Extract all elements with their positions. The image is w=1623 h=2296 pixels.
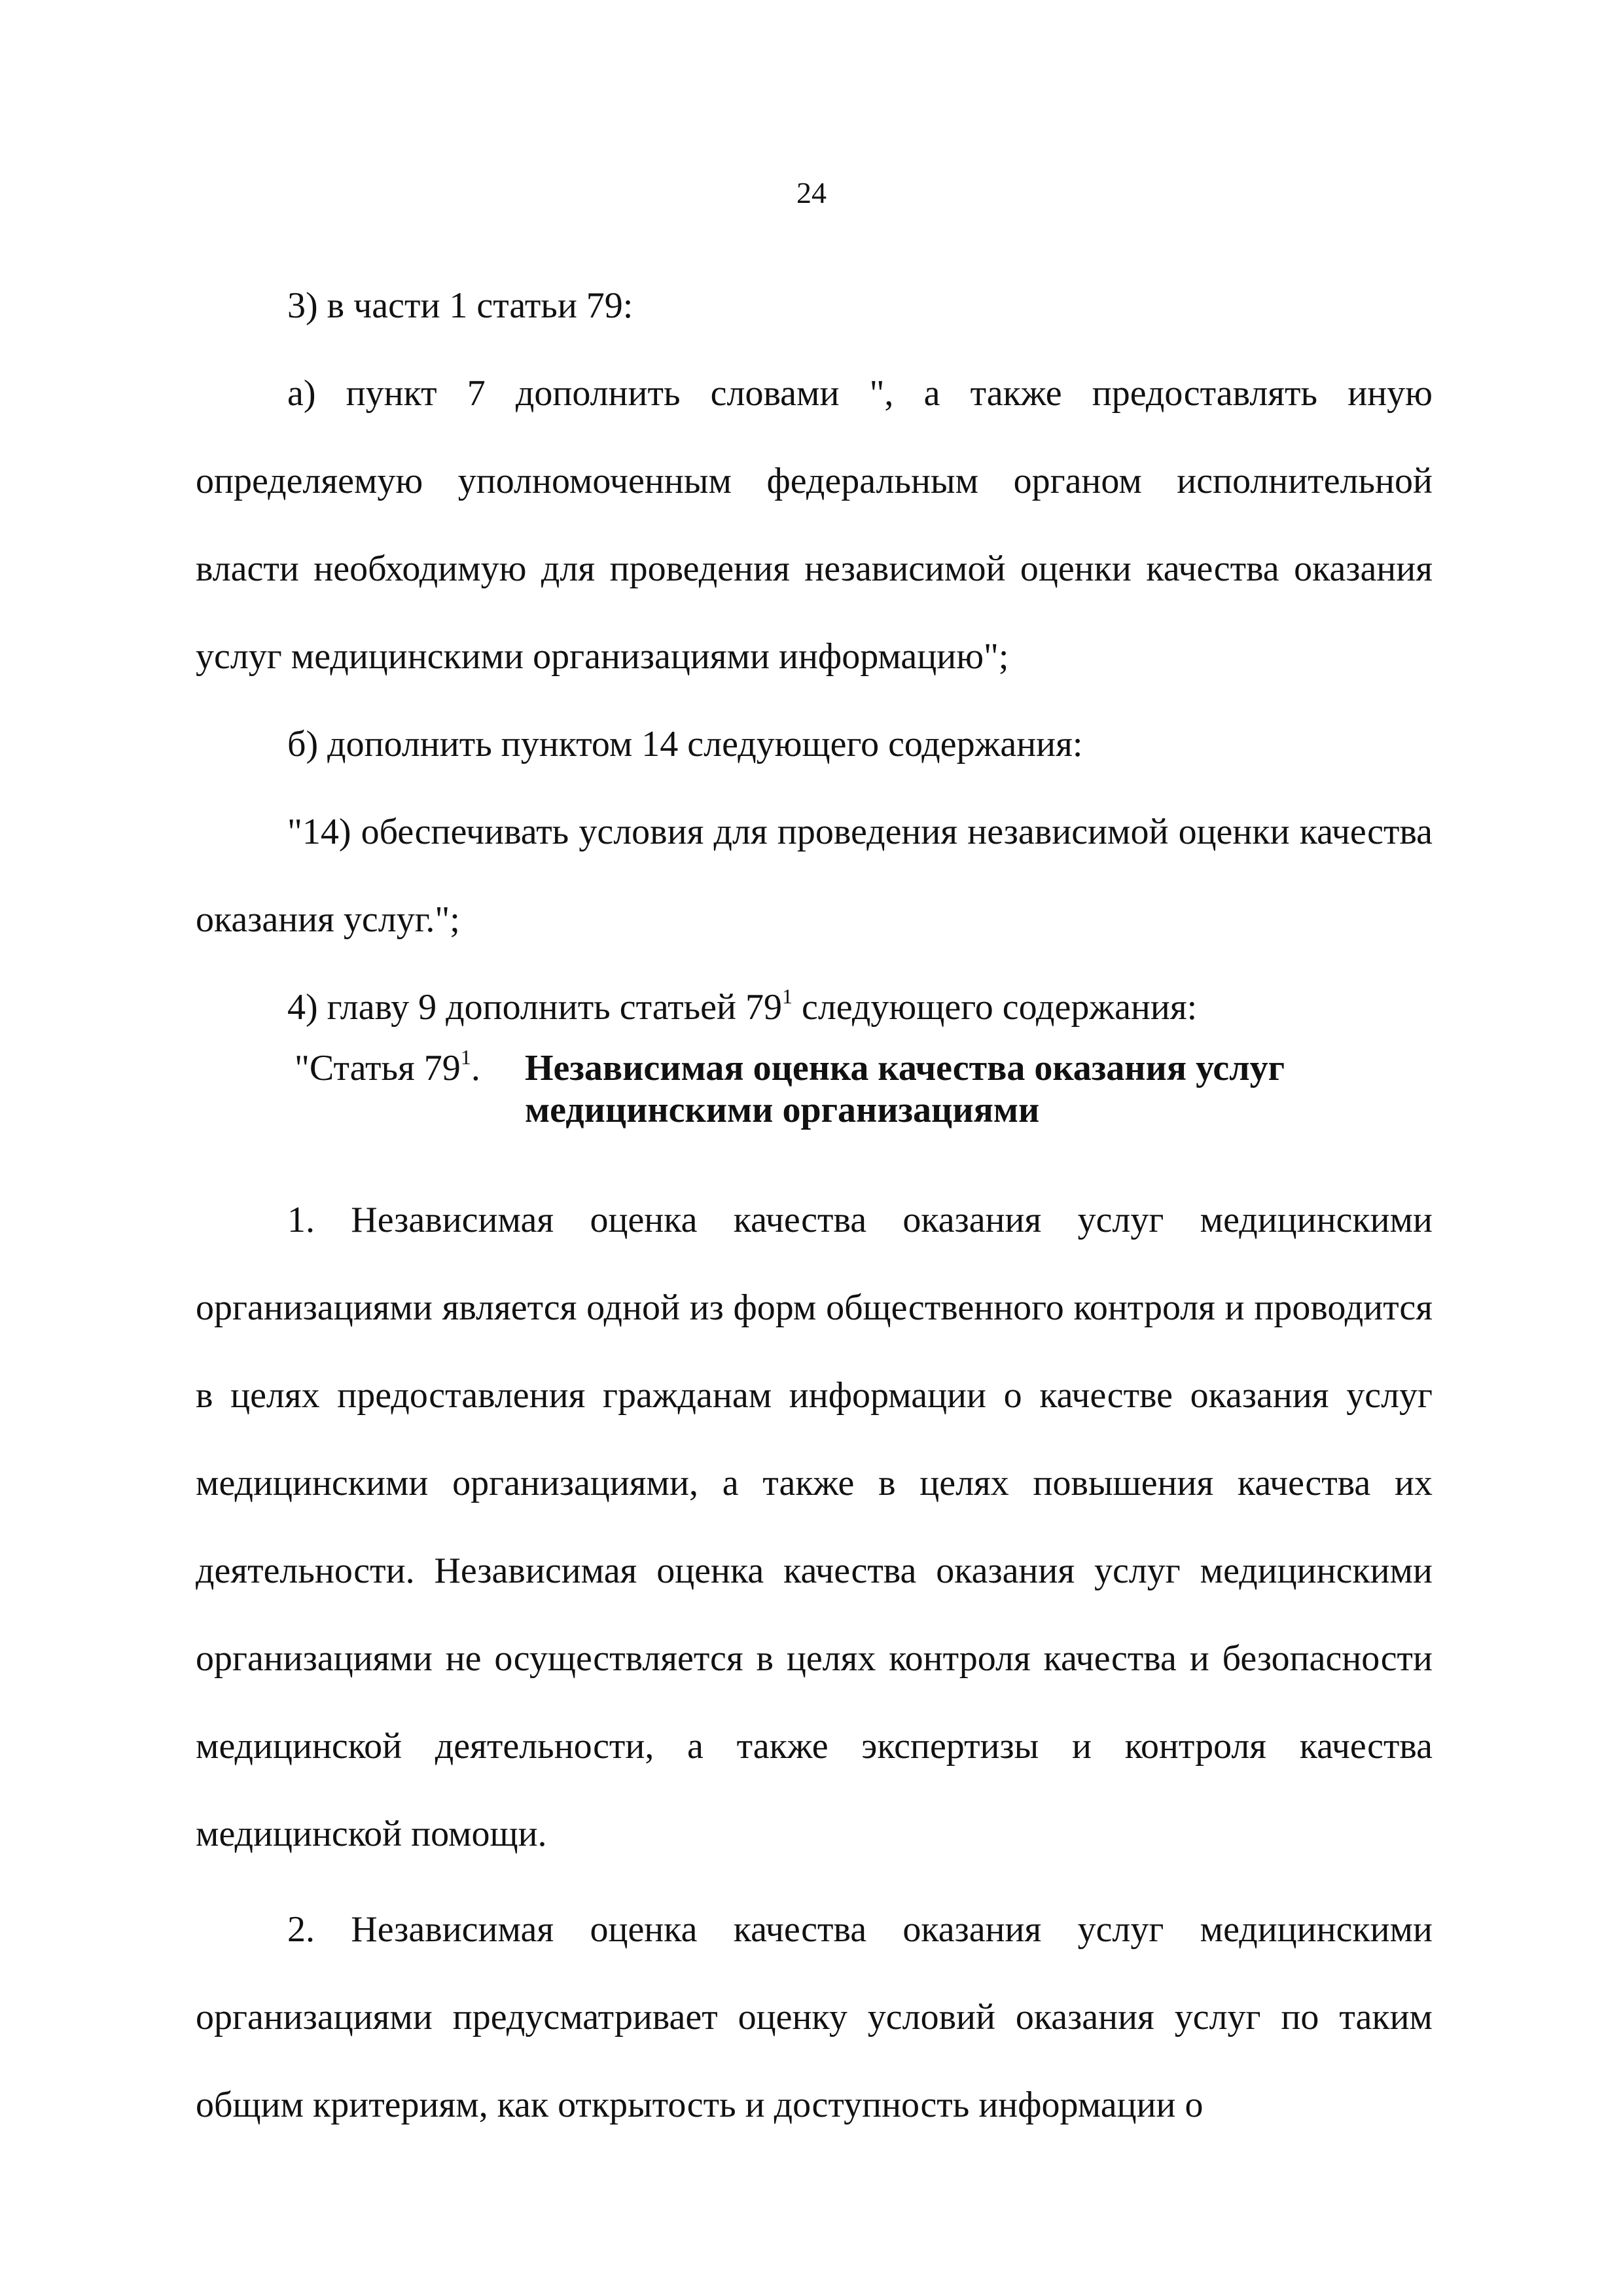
paragraph-new-point-14: "14) обеспечивать условия для проведения независимой оценки качества оказания услуг."; bbox=[196, 812, 1433, 940]
article-paragraph-2: 2. Независимая оценка качества оказания услуг медицинскими организациями предусматривает оценку условий оказания услуг по таким общим критериям, как открытость и доступность информации о bbox=[196, 1909, 1433, 2125]
article-label bbox=[294, 1047, 480, 1089]
item-4-text-start: 4) главу 9 дополнить статьей 79 bbox=[287, 987, 782, 1028]
paragraph-subitem-a: а) пункт 7 дополнить словами ", а также предоставлять иную определяемую уполномоченным федеральным органом исполнительной власти необходимую для проведения независимой оценки качества оказания услуг медицинскими организациями информацию"; bbox=[196, 373, 1433, 677]
article-label-superscript: 1 bbox=[460, 1045, 471, 1069]
article-title bbox=[525, 1047, 1441, 1131]
paragraph-item-3: 3) в части 1 статьи 79: bbox=[287, 285, 633, 326]
paragraph-subitem-b: б) дополнить пунктом 14 следующего содержания: bbox=[287, 724, 1083, 764]
amendments-block bbox=[196, 262, 1433, 1051]
paragraph-item-4 bbox=[196, 963, 1433, 1051]
article-paragraph-1: 1. Независимая оценка качества оказания услуг медицинскими организациями является одной из форм общественного контроля и проводится в целях предоставления гражданам информации о качестве оказания услуг медицинскими организациями, а также в целях повышения качества их деятельности. Независимая оценка качества оказания услуг медицинскими организациями не осуществляется в целях контроля качества и безопасности медицинской деятельности, а также экспертизы и контроля качества медицинской помощи. bbox=[196, 1200, 1433, 1854]
article-title-line-2: медицинскими организациями bbox=[525, 1090, 1040, 1130]
article-body bbox=[196, 1176, 1433, 2149]
item-4-text-end: следующего содержания: bbox=[792, 987, 1198, 1028]
article-label-prefix: "Статья 79 bbox=[294, 1048, 461, 1088]
article-title-line-1: Независимая оценка качества оказания услуг bbox=[525, 1048, 1285, 1088]
page-number: 24 bbox=[796, 176, 827, 209]
article-label-suffix: . bbox=[471, 1048, 480, 1088]
item-4-superscript: 1 bbox=[781, 984, 793, 1008]
